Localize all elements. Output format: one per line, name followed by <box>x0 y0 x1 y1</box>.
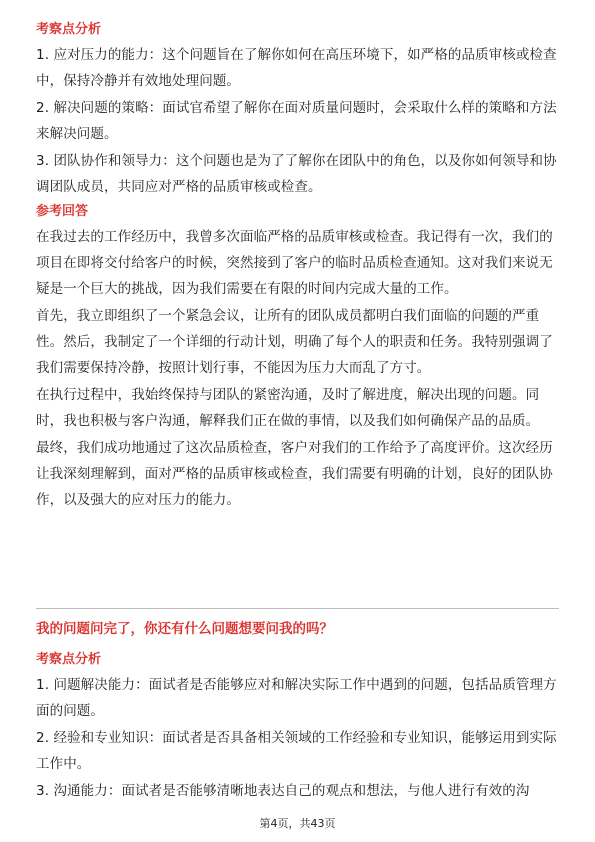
analysis-item-3: 3. 团队协作和领导力：这个问题也是为了了解你在团队中的角色，以及你如何领导和协调团队成员，共同应对严格的品质审核或检查。 <box>36 153 557 195</box>
upper-content <box>36 20 559 514</box>
answer-paragraph-3: 在执行过程中，我始终保持与团队的紧密沟通，及时了解进度，解决出现的问题。同时，我也积极与客户沟通，解释我们正在做的事情，以及我们如何确保产品的品质。 <box>36 387 540 429</box>
lower-content <box>36 650 559 805</box>
analysis-item-2: 2. 解决问题的策略：面试官希望了解你在面对质量问题时，会采取什么样的策略和方法来解决问题。 <box>36 100 557 142</box>
answer-paragraph-2: 首先，我立即组织了一个紧急会议，让所有的团队成员都明白我们面临的问题的严重性。然后，我制定了一个详细的行动计划，明确了每个人的职责和任务。我特别强调了我们需要保持冷静，按照计划行事，不能因为压力大而乱了方寸。 <box>36 308 553 376</box>
page-number: 第4页，共43页 <box>259 817 336 830</box>
reference-answer-heading: 参考回答 <box>36 204 89 219</box>
question-title: 我的问题问完了，你还有什么问题想要问我的吗？ <box>36 621 333 637</box>
analysis2-item-1: 1. 问题解决能力：面试者是否能够应对和解决实际工作中遇到的问题，包括品质管理方面的问题。 <box>36 677 557 719</box>
analysis2-item-3: 3. 沟通能力：面试者是否能够清晰地表达自己的观点和想法，与他人进行有效的沟 <box>36 783 530 799</box>
analysis2-item-2: 2. 经验和专业知识：面试者是否具备相关领域的工作经验和专业知识，能够运用到实际工作中。 <box>36 730 557 772</box>
answer-paragraph-1: 在我过去的工作经历中，我曾多次面临严格的品质审核或检查。我记得有一次，我们的项目在即将交付给客户的时候，突然接到了客户的临时品质检查通知。这对我们来说无疑是一个巨大的挑战，因为我们需要在有限的时间内完成大量的工作。 <box>36 229 553 297</box>
analysis-heading-2: 考察点分析 <box>36 652 102 667</box>
analysis-item-1: 1. 应对压力的能力：这个问题旨在了解你如何在高压环境下，如严格的品质审核或检查中，保持冷静并有效地处理问题。 <box>36 47 557 89</box>
section-divider <box>36 608 559 609</box>
answer-paragraph-4: 最终，我们成功地通过了这次品质检查，客户对我们的工作给予了高度评价。这次经历让我深刻理解到，面对严格的品质审核或检查，我们需要有明确的计划，良好的团队协作，以及强大的应对压力的能力。 <box>36 440 553 508</box>
analysis-heading: 考察点分析 <box>36 22 102 37</box>
